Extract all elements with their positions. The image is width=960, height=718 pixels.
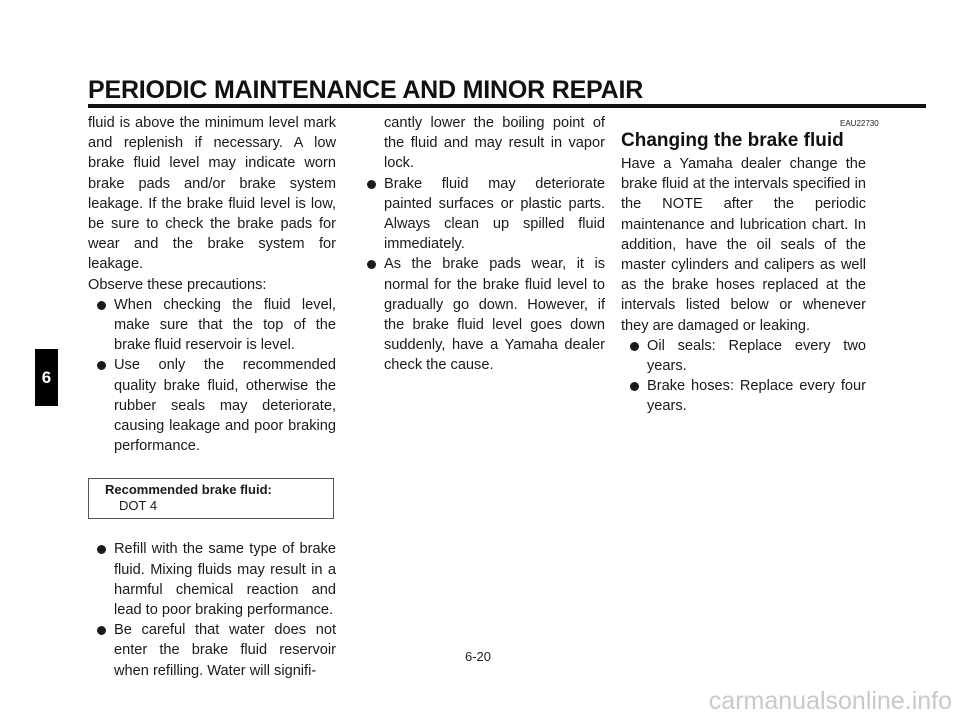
recommended-value: DOT 4 (119, 498, 158, 514)
list-item (358, 254, 605, 375)
watermark: carmanualsonline.info (708, 687, 952, 715)
header-rule (88, 104, 926, 108)
page-number: 6-20 (465, 649, 492, 664)
list-item (88, 620, 336, 681)
bullet-text: When checking the fluid level, make sure that the top of the brake fluid reservoir is level. (114, 296, 336, 354)
section-code: EAU22730 (840, 119, 879, 128)
section-title: Changing the brake fluid (621, 130, 844, 151)
bullet-icon (630, 342, 639, 351)
col2-continuation: cantly lower the boiling point of the fluid and may result in vapor lock. (384, 115, 605, 172)
bullet-icon (367, 260, 376, 269)
bullet-text: Refill with the same type of brake fluid. Mixing fluids may result in a harmful chemical reaction and lead to poor braking performance. (114, 541, 336, 619)
list-item (621, 336, 866, 376)
column-3 (621, 154, 866, 417)
page-header-title: PERIODIC MAINTENANCE AND MINOR REPAIR (88, 76, 644, 104)
recommended-fluid-box (88, 478, 334, 519)
bullet-text: Oil seals: Replace every two years. (647, 337, 866, 375)
list-item (88, 539, 336, 620)
bullet-icon (97, 301, 106, 310)
list-item (88, 295, 336, 356)
bullet-text: Brake fluid may deteriorate painted surfaces or plastic parts. Always clean up spilled fluid immediately. (384, 175, 605, 253)
recommended-title: Recommended brake fluid: (105, 482, 272, 498)
bullet-text: Use only the recommended quality brake fluid, otherwise the rubber seals may deteriorate, causing leakage and poor braking performance. (114, 357, 336, 455)
list-item (358, 174, 605, 255)
list-item (88, 355, 336, 456)
bullet-icon (367, 180, 376, 189)
list-item (621, 376, 866, 416)
chapter-tab: 6 (35, 349, 58, 406)
bullet-icon (97, 626, 106, 635)
bullet-text: As the brake pads wear, it is normal for the brake fluid level to gradually go down. However, if the brake fluid level goes down suddenly, have a Yamaha dealer check the cause. (384, 256, 605, 374)
bullet-text: Brake hoses: Replace every four years. (647, 378, 866, 415)
col1-intro: fluid is above the minimum level mark and replenish if necessary. A low brake fluid level may indicate worn brake pads and/or brake system leakage. If the brake fluid level is low, be sure to check the brake pads for wear and the brake system for leakage. (88, 115, 336, 273)
column-2 (358, 113, 605, 376)
column-1 (88, 113, 336, 681)
bullet-text: Be careful that water does not enter the brake fluid reservoir when refilling. Water will signifi- (114, 622, 336, 679)
bullet-icon (630, 382, 639, 391)
bullet-icon (97, 361, 106, 370)
precautions-label: Observe these precautions: (88, 276, 267, 293)
bullet-icon (97, 545, 106, 554)
col3-body: Have a Yamaha dealer change the brake fluid at the intervals specified in the NOTE after the periodic maintenance and lubrication chart. In addition, have the oil seals of the master cylinders and calipers as well as the brake hoses replaced at the intervals listed below or whenever they are damaged or leaking. (621, 156, 866, 334)
